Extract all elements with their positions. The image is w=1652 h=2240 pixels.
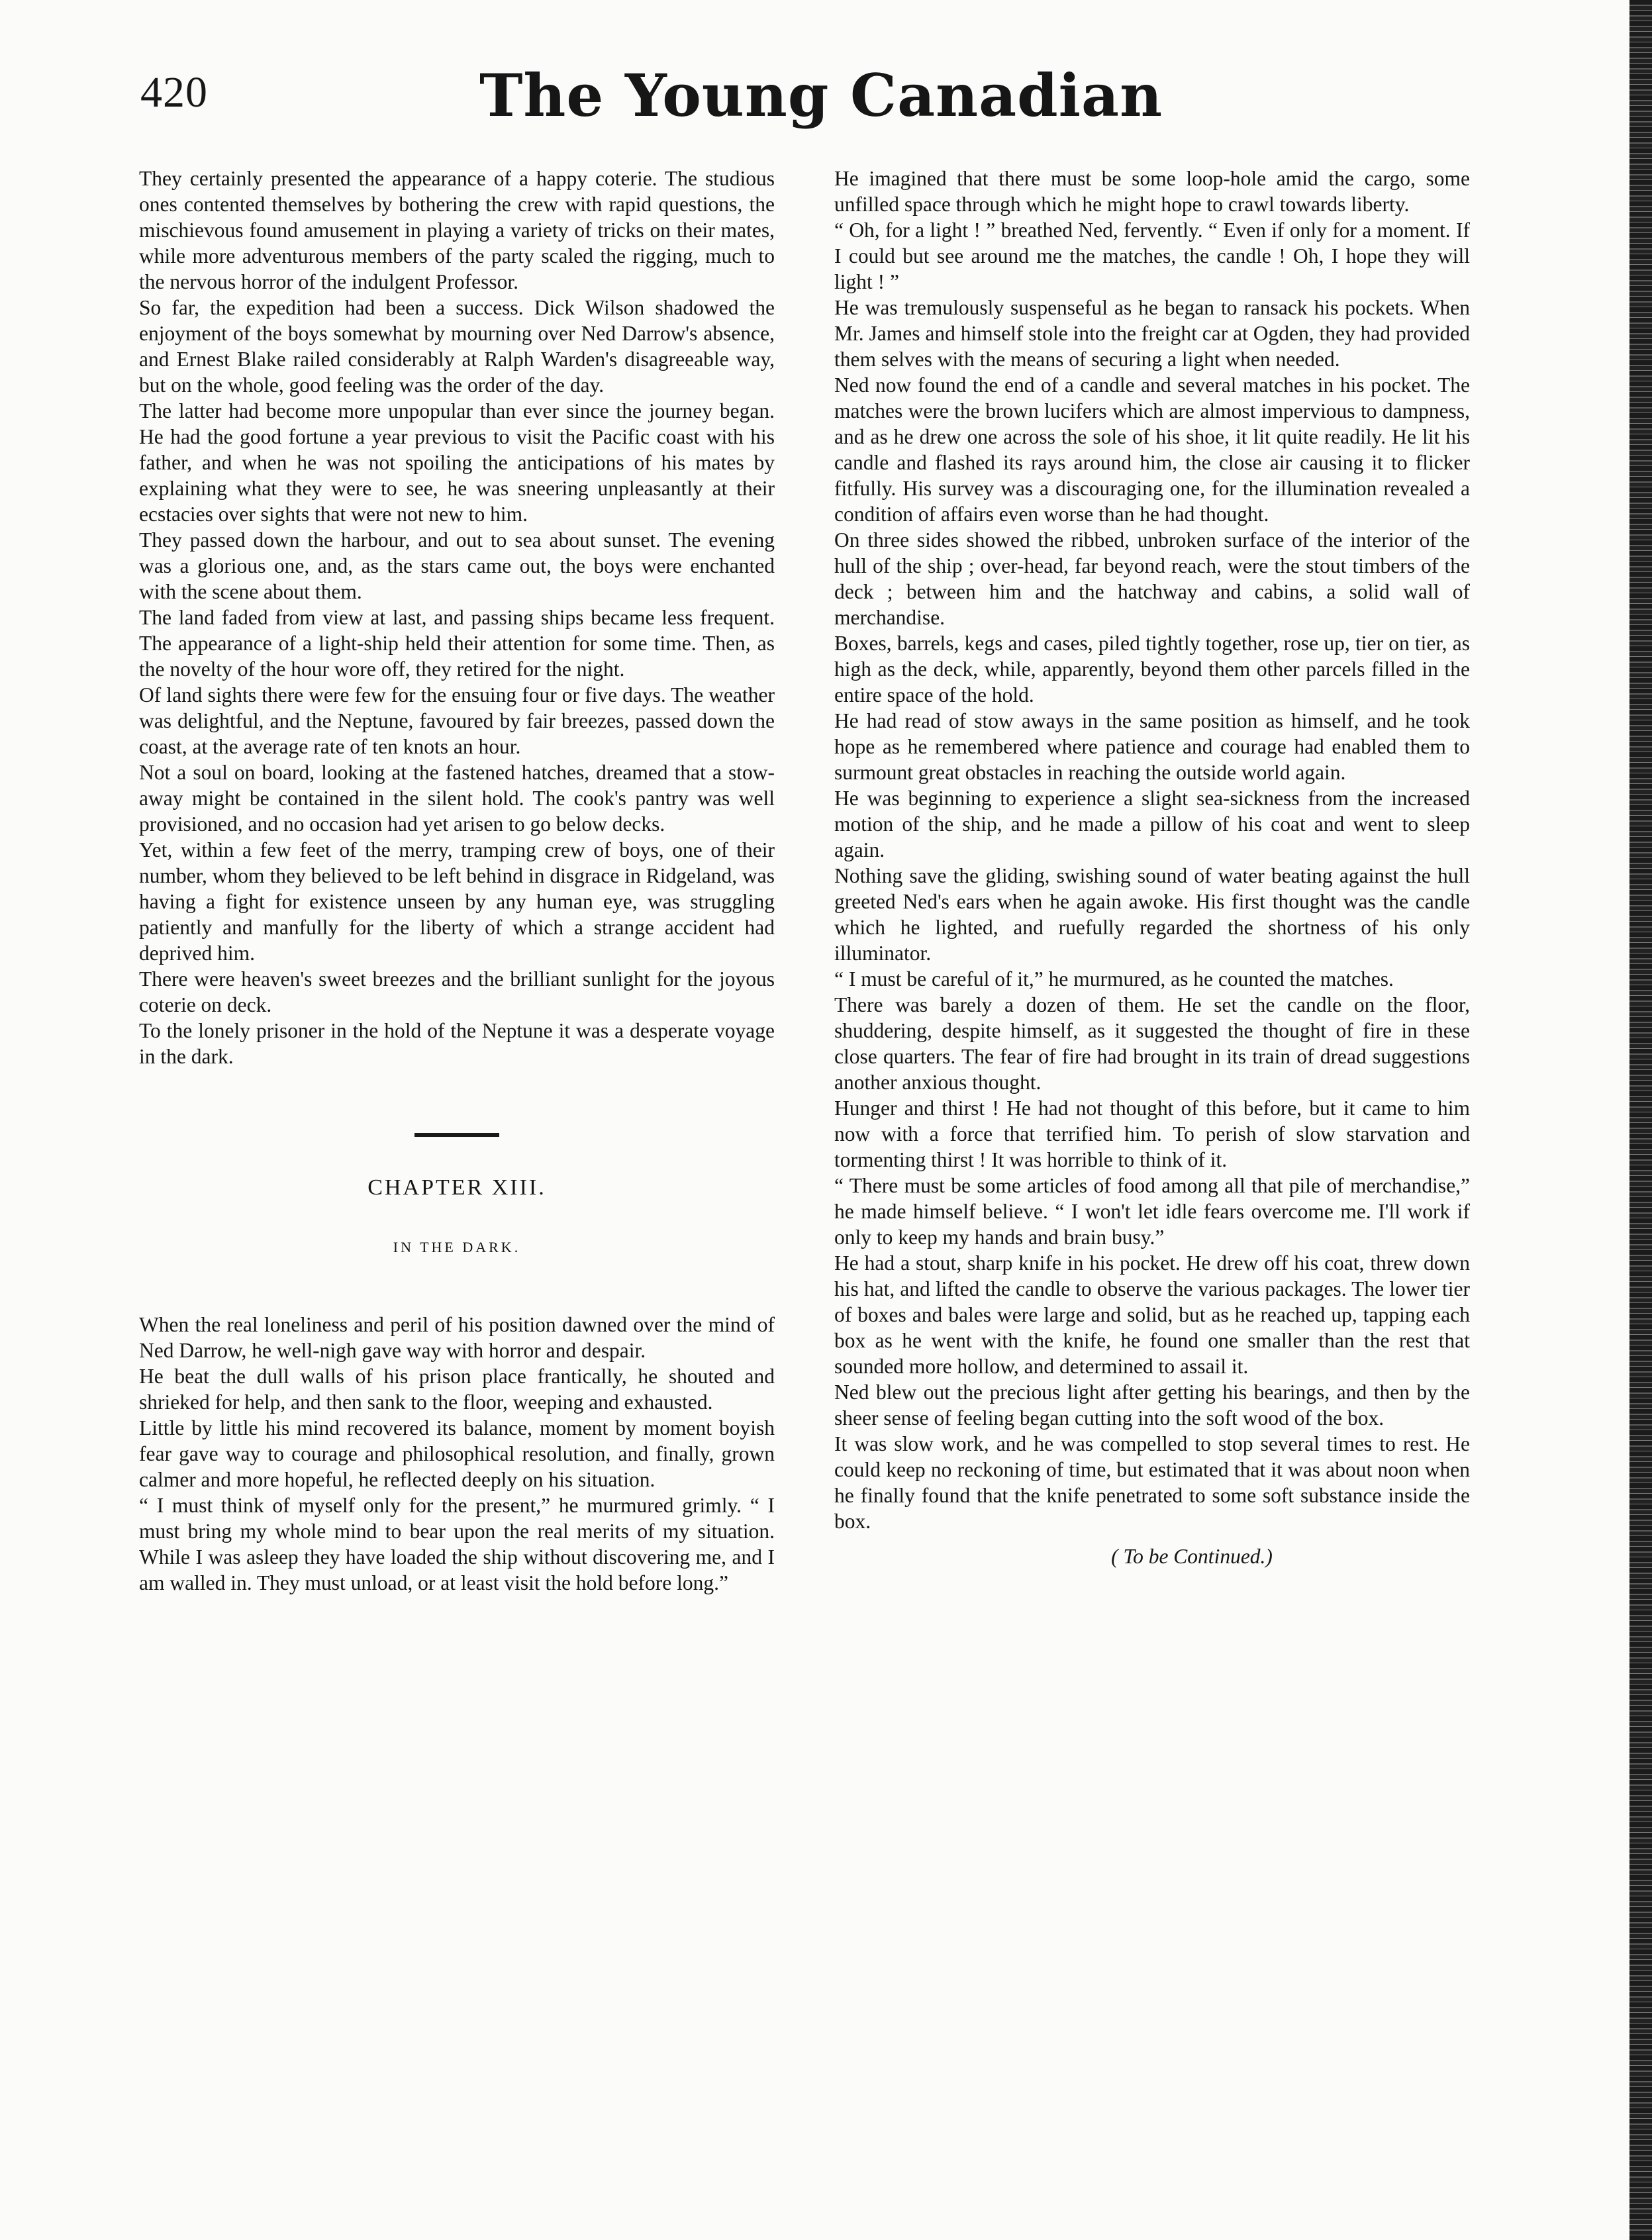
to-be-continued: ( To be Continued.)	[1111, 1545, 1273, 1568]
paragraph: “ I must think of myself only for the present,” he murmured grimly. “ I must bring my whole mind to bear upon the real merits of my situation. While I was asleep they have loaded the ship without discovering me, and I am walled in. They must unload, or at least visit the hold before long.”	[139, 1494, 775, 1594]
chapter-subtitle: IN THE DARK.	[393, 1239, 521, 1255]
paragraph: Boxes, barrels, kegs and cases, piled tightly together, rose up, tier on tier, as high as the deck, while, apparently, beyond them other parcels filled in the entire space of the hold.	[834, 632, 1470, 706]
paragraph: Not a soul on board, looking at the fastened hatches, dreamed that a stow-away might be contained in the silent hold. The cook's pantry was well provisioned, and no occasion had yet arisen to go below decks.	[139, 761, 775, 836]
paragraph: The land faded from view at last, and passing ships became less frequent. The appearance of a light-ship held their attention for some time. Then, as the novelty of the hour wore off, they retired for the night.	[139, 606, 775, 681]
page-edge-shadow	[1629, 0, 1652, 2240]
paragraph: So far, the expedition had been a success. Dick Wilson shadowed the enjoyment of the boys somewhat by mourning over Ned Darrow's absence, and Ernest Blake railed considerably at Ralph Warden's disagreeable way, but on the whole, good feeling was the order of the day.	[139, 296, 775, 397]
paragraph: The latter had become more unpopular than ever since the journey began. He had the good fortune a year previous to visit the Pacific coast with his father, and when he was not spoiling the anticipations of his mates by explaining what they were to see, he was sneering unpleasantly at their ecstacies over sights that were not new to him.	[139, 399, 775, 526]
paragraph: Of land sights there were few for the ensuing four or five days. The weather was delightful, and the Neptune, favoured by fair breezes, passed down the coast, at the average rate of ten knots an hour.	[139, 683, 775, 758]
paragraph: He imagined that there must be some loop-hole amid the cargo, some unfilled space through which he might hope to crawl towards liberty.	[834, 167, 1470, 216]
left-column	[139, 166, 775, 1596]
paragraph: He had a stout, sharp knife in his pocket. He drew off his coat, threw down his hat, and lifted the candle to observe the various packages. The lower tier of boxes and bales were large and solid, but as he reached up, tapping each box as he went with the knife, he found one smaller than the rest that sounded more hollow, and determined to assail it.	[834, 1251, 1470, 1378]
paragraph: “ There must be some articles of food among all that pile of merchandise,” he made himself believe. “ I won't let idle fears overcome me. I'll work if only to keep my hands and brain busy.”	[834, 1174, 1470, 1249]
chapter-title: CHAPTER XIII.	[367, 1175, 546, 1200]
paragraph: “ I must be careful of it,” he murmured, as he counted the matches.	[834, 967, 1394, 991]
paragraph: When the real loneliness and peril of his position dawned over the mind of Ned Darrow, he well-nigh gave way with horror and despair.	[139, 1313, 775, 1362]
paragraph: Yet, within a few feet of the merry, tramping crew of boys, one of their number, whom they believed to be left behind in disgrace in Ridgeland, was having a fight for existence unseen by any human eye, was struggling patiently and manfully for the liberty of which a strange accident had deprived him.	[139, 838, 775, 965]
paragraph: To the lonely prisoner in the hold of the Neptune it was a desperate voyage in the dark.	[139, 1019, 775, 1068]
paragraph: They passed down the harbour, and out to sea about sunset. The evening was a glorious one, and, as the stars came out, the boys were enchanted with the scene about them.	[139, 528, 775, 603]
masthead-title: The Young Canadian	[479, 61, 1163, 130]
page-header	[139, 61, 1503, 134]
paragraph: On three sides showed the ribbed, unbroken surface of the interior of the hull of the ship ; over-head, far beyond reach, were the stout timbers of the deck ; between him and the hatchway and cabins, a solid wall of merchandise.	[834, 528, 1470, 629]
page-number: 420	[140, 68, 208, 117]
paragraph: Little by little his mind recovered its balance, moment by moment boyish fear gave way to courage and philosophical resolution, and finally, grown calmer and more hopeful, he reflected deeply on his situation.	[139, 1416, 775, 1491]
paragraph: “ Oh, for a light ! ” breathed Ned, fervently. “ Even if only for a moment. If I could but see around me the matches, the candle ! Oh, I hope they will light ! ”	[834, 219, 1470, 293]
right-column	[834, 166, 1470, 1569]
paragraph: They certainly presented the appearance of a happy coterie. The studious ones contented themselves by bothering the crew with rapid questions, the mischievous found amusement in playing a variety of tricks on their mates, while more adventurous members of the party scaled the rigging, much to the nervous horror of the indulgent Professor.	[139, 167, 775, 293]
paragraph: He was tremulously suspenseful as he began to ransack his pockets. When Mr. James and himself stole into the freight car at Ogden, they had provided them selves with the means of securing a light when needed.	[834, 296, 1470, 371]
section-divider	[414, 1133, 499, 1137]
paragraph: There was barely a dozen of them. He set the candle on the floor, shuddering, despite himself, as it suggested the thought of fire in these close quarters. The fear of fire had brought in its train of dread suggestions another anxious thought.	[834, 993, 1470, 1094]
paragraph: Ned now found the end of a candle and several matches in his pocket. The matches were the brown lucifers which are almost impervious to dampness, and as he drew one across the sole of his shoe, it lit quite readily. He lit his candle and flashed its rays around him, the close air causing it to flicker fitfully. His survey was a discouraging one, for the illumination revealed a condition of affairs even worse than he had thought.	[834, 373, 1470, 526]
paragraph: Ned blew out the precious light after getting his bearings, and then by the sheer sense of feeling began cutting into the soft wood of the box.	[834, 1381, 1470, 1430]
paragraph: Nothing save the gliding, swishing sound of water beating against the hull greeted Ned's ears when he again awoke. His first thought was the candle which he lighted, and ruefully regarded the shortness of his only illuminator.	[834, 864, 1470, 965]
paragraph: There were heaven's sweet breezes and the brilliant sunlight for the joyous coterie on deck.	[139, 967, 775, 1016]
paragraph: He beat the dull walls of his prison place frantically, he shouted and shrieked for help, and then sank to the floor, weeping and exhausted.	[139, 1365, 775, 1414]
paragraph: Hunger and thirst ! He had not thought of this before, but it came to him now with a force that terrified him. To perish of slow starvation and tormenting thirst ! It was horrible to think of it.	[834, 1096, 1470, 1171]
paragraph: He was beginning to experience a slight sea-sickness from the increased motion of the ship, and he made a pillow of his coat and went to sleep again.	[834, 787, 1470, 861]
paragraph: It was slow work, and he was compelled to stop several times to rest. He could keep no reckoning of time, but estimated that it was about noon when he finally found that the knife penetrated to some soft substance inside the box.	[834, 1432, 1470, 1533]
paragraph: He had read of stow aways in the same position as himself, and he took hope as he remembered where patience and courage had enabled them to surmount great obstacles in reaching the outside world again.	[834, 709, 1470, 784]
